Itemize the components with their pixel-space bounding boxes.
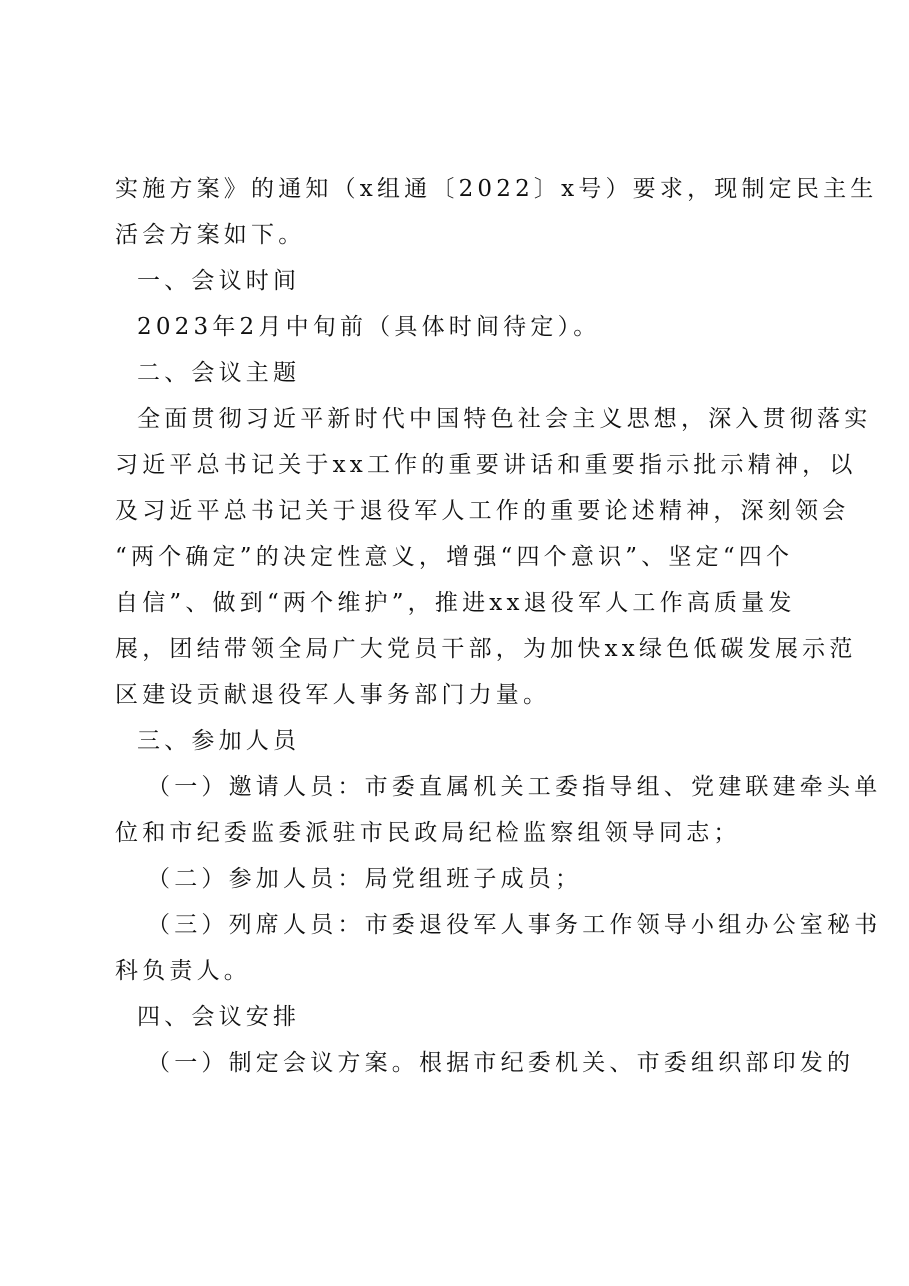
body-text-line: 科负责人。 [115, 958, 251, 984]
section-heading-meeting-time: 一、会议时间 [137, 268, 301, 294]
list-item: （三）列席人员：市委退役军人事务工作领导小组办公室秘书 [147, 912, 882, 938]
body-text-line: “两个确定”的决定性意义，增强“四个意识”、坚定“四个 [115, 544, 794, 570]
body-text-line: 位和市纪委监委派驻市民政局纪检监察组领导同志； [115, 820, 741, 846]
section-heading-meeting-theme: 二、会议主题 [137, 360, 301, 386]
section-heading-meeting-arrangement: 四、会议安排 [137, 1004, 301, 1030]
section-heading-participants: 三、参加人员 [137, 728, 301, 754]
body-text-line: 区建设贡献退役军人事务部门力量。 [115, 682, 551, 708]
list-item: （一）制定会议方案。根据市纪委机关、市委组织部印发的 [147, 1050, 855, 1076]
body-text-line: 2023年2月中旬前（具体时间待定）。 [137, 314, 601, 340]
body-text-line: 实施方案》的通知（x组通〔2022〕x号）要求，现制定民主生 [115, 176, 878, 202]
body-text-line: 习近平总书记关于xx工作的重要讲话和重要指示批示精神，以 [115, 452, 857, 478]
body-text-line: 活会方案如下。 [115, 222, 306, 248]
list-item: （二）参加人员：局党组班子成员； [147, 866, 583, 892]
document-body [115, 166, 882, 1086]
body-text-line: 及习近平总书记关于退役军人工作的重要论述精神，深刻领会 [115, 498, 850, 524]
body-text-line: 自信”、做到“两个维护”，推进xx退役军人工作高质量发 [115, 590, 796, 616]
body-text-line: 展，团结带领全局广大党员干部，为加快xx绿色低碳发展示范 [115, 636, 857, 662]
list-item: （一）邀请人员：市委直属机关工委指导组、党建联建牵头单 [147, 774, 882, 800]
body-text-line: 全面贯彻习近平新时代中国特色社会主义思想，深入贯彻落实 [137, 406, 872, 432]
